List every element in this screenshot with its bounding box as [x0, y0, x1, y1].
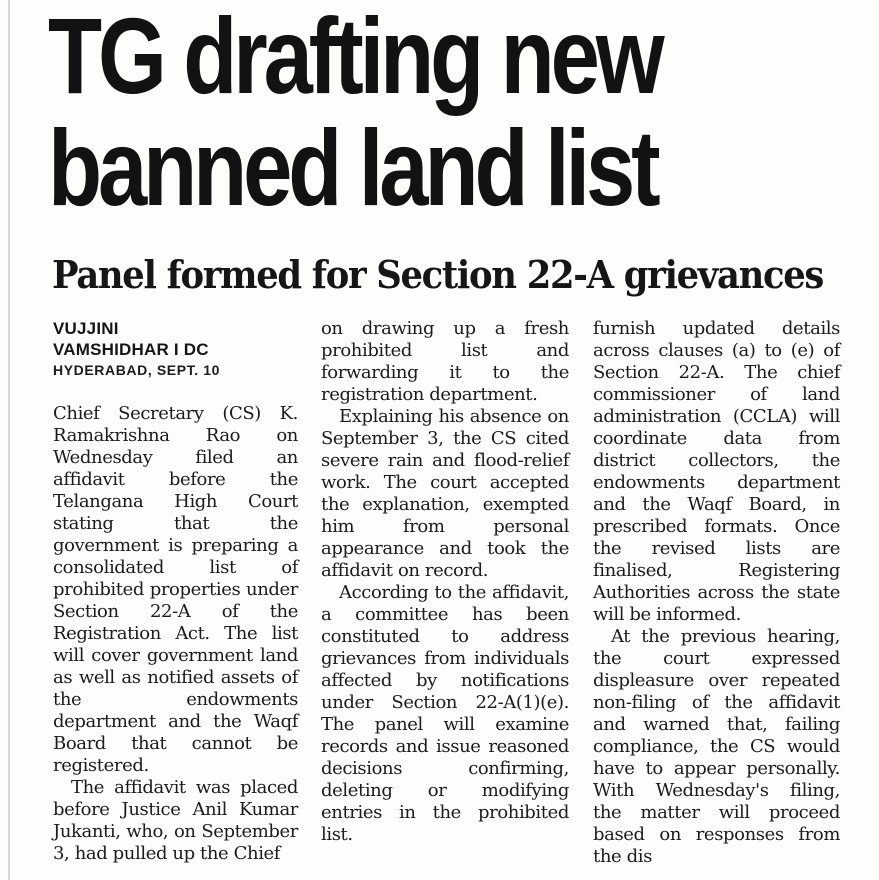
headline-line-2: banned land list [48, 107, 657, 228]
article-paragraph: Explaining his absence on September 3, the CS cited severe rain and flood-relief work. The court accepted the explanation, exempted him from personal appearance and took the affidavit on record. [321, 406, 569, 581]
article-paragraph: Chief Secretary (CS) K. Ramakrishna Rao on Wednesday filed an affidavit before the Telangana High Court stating that the government is preparing a consolidated list of prohibited properties under Section 22-A of the Registration Act. The list will cover government land as well as notified assets of the endowments department and the Waqf Board that cannot be registered. [53, 403, 298, 776]
article-paragraph: The affidavit was placed before Justice Anil Kumar Jukanti, who, on September 3, had pulled up the Chief [53, 777, 298, 864]
headline [48, 0, 729, 228]
byline-author-line-1: VUJJINI [53, 319, 119, 338]
dateline: HYDERABAD, SEPT. 10 [53, 362, 220, 378]
left-column-rule [8, 0, 10, 880]
article-paragraph: on drawing up a fresh prohibited list and forwarding it to the registration department. [321, 318, 569, 405]
byline-author-line-2: VAMSHIDHAR I DC [53, 340, 209, 359]
headline-line-1: TG drafting new [48, 0, 661, 116]
article-paragraph: According to the affidavit, a committee has been constituted to address grievances from individuals affected by notifications under Section 22-A(1)(e). The panel will examine records and issue reasoned decisions confirming, deleting or modifying entries in the prohibited list. [321, 582, 569, 845]
article-paragraph: furnish updated details across clauses (a) to (e) of Section 22-A. The chief commissioner of land administration (CCLA) will coordinate data from district collectors, the endowments department and the Waqf Board, in prescribed formats. Once the revised lists are finalised, Registering Authorities across the state will be informed. [593, 318, 840, 625]
subheadline: Panel formed for Section 22-A grievances [52, 252, 824, 297]
article-column-1 [53, 318, 298, 865]
article-column-3 [593, 318, 840, 868]
byline-author [53, 318, 298, 360]
article-paragraph: At the previous hearing, the court expressed displeasure over repeated non-filing of the affidavit and warned that, failing compliance, the CS would have to appear personally. With Wednesday's filing, the matter will proceed based on responses from the dis [593, 626, 840, 867]
article-column-2 [321, 318, 569, 846]
